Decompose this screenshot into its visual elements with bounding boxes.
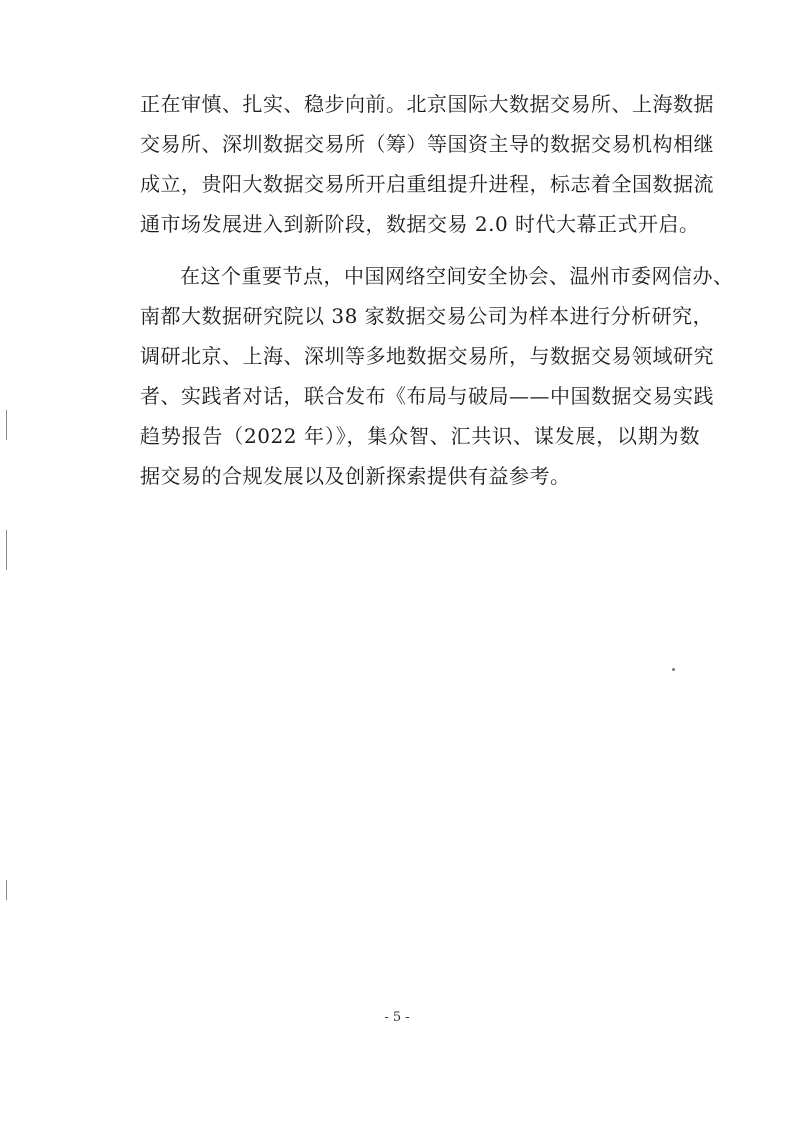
text-line: 据交易的合规发展以及创新探索提供有益参考。 (140, 464, 571, 488)
text-line: 趋势报告（2022 年）》，集众智、汇共识、谋发展，以期为数 (140, 424, 700, 448)
paragraph-1 (140, 84, 714, 244)
text-line: 通市场发展进入到新阶段，数据交易 2.0 时代大幕正式开启。 (140, 212, 700, 236)
scan-speck (672, 668, 675, 671)
body-text (140, 84, 734, 496)
paragraph-2 (140, 256, 734, 496)
text-line: 交易所、深圳数据交易所（筹）等国资主导的数据交易机构相继 (140, 132, 714, 156)
text-line: 调研北京、上海、深圳等多地数据交易所，与数据交易领域研究 (140, 344, 714, 368)
page-number: - 5 - (384, 1010, 410, 1025)
text-line: 成立，贵阳大数据交易所开启重组提升进程，标志着全国数据流 (140, 172, 714, 196)
text-line: 正在审慎、扎实、稳步向前。北京国际大数据交易所、上海数据 (140, 92, 714, 116)
text-line: 南都大数据研究院以 38 家数据交易公司为样本进行分析研究， (140, 304, 714, 328)
scan-edge-mark (6, 410, 7, 440)
paragraph-gap (140, 244, 700, 256)
scan-edge-mark (6, 880, 7, 900)
text-line: 者、实践者对话，联合发布《布局与破局——中国数据交易实践 (140, 384, 714, 408)
scan-edge-mark (6, 530, 7, 570)
text-line: 在这个重要节点，中国网络空间安全协会、温州市委网信办、 (180, 264, 734, 288)
